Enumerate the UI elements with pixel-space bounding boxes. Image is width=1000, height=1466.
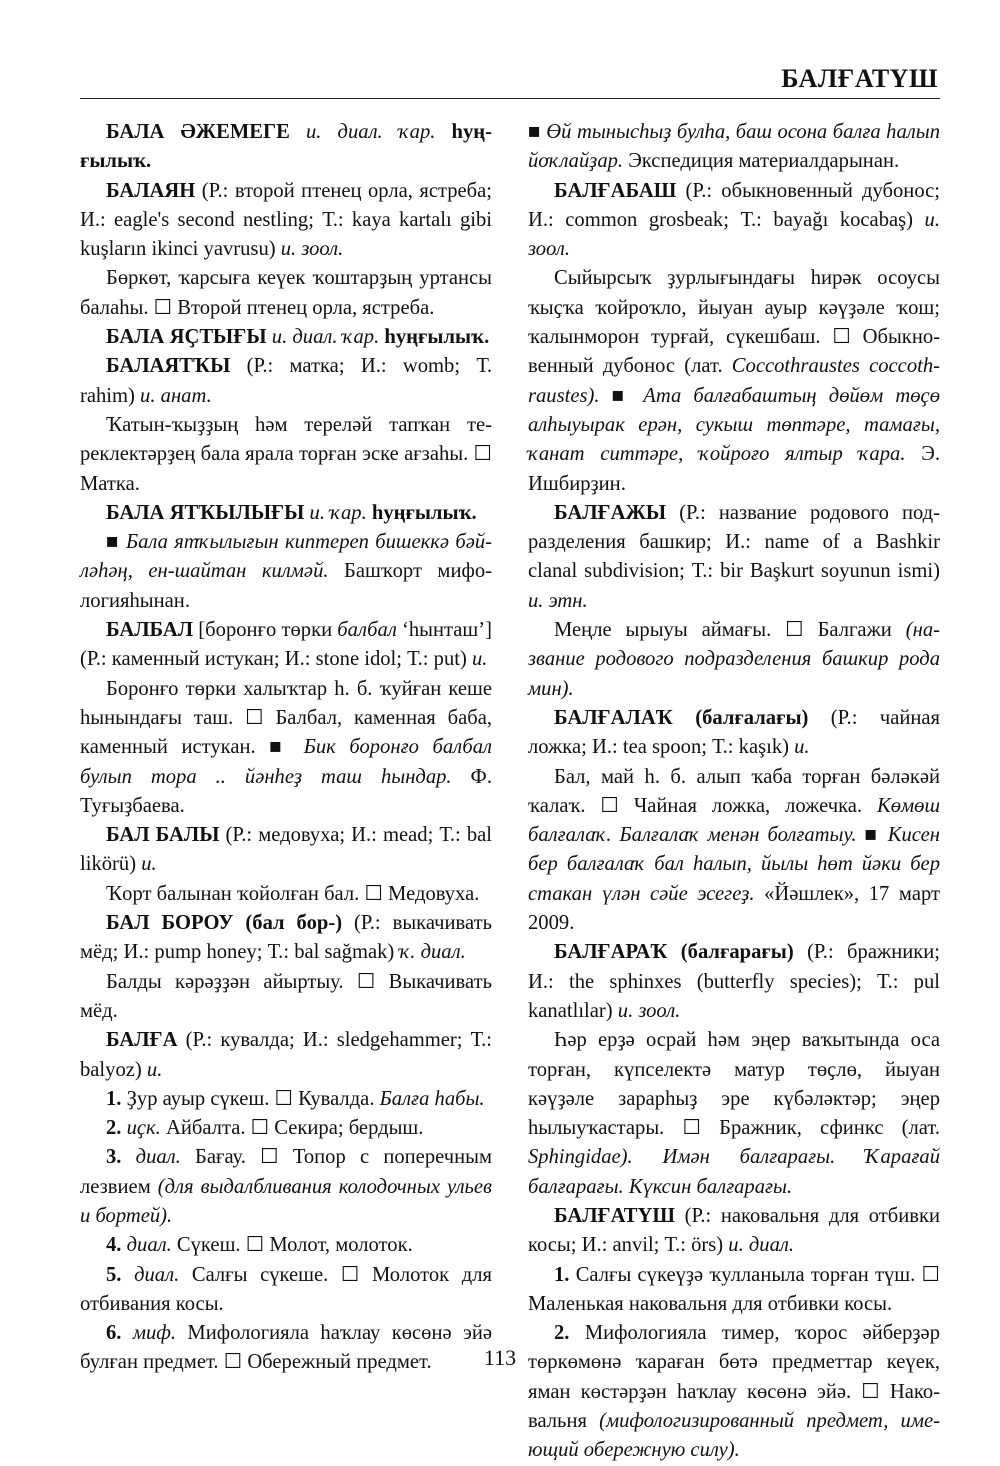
entry-text: ■ Бала ятҡылығын киптереп бишеккә бәйләһәң, ен-шайтан килмәй. Башҡорт мифологияһынан. [80, 531, 492, 612]
dictionary-entry [80, 616, 492, 675]
entry-paragraph [80, 264, 492, 323]
entry-text: и. диал. ҡар. һуңғылыҡ. [80, 121, 493, 173]
entry-text: (Р.: чайная ложка; И.: tea spoon; Т.: kaşık) и. [528, 706, 940, 759]
entry-paragraph [528, 763, 940, 939]
entry-text: Бал, май һ. б. алып ҡаба торған бәләкәй ҡалаҡ. ☐ Чайная ложка, ложечка. Көмөш балғалаҡ. Балғалаҡ менән болғатыу. ■ Кисен бер балғалаҡ бал һалып, йылы һөт йәки бер стакан үлән сәйе эсегеҙ. «Йәшлек», 17 март 2009. [528, 765, 940, 935]
entry-text: Ҡатын-ҡыҙҙың һәм тереләй тапҡан тереклектәрҙең бала ярала торған эске ағзаһы. ☐ Матка. [80, 413, 492, 495]
headword: БАЛА ЯҪТЫҒЫ [106, 326, 267, 349]
entry-text: (Р.: наковальня для отбивки косы; И.: anvil; Т.: örs) и. диал. [528, 1204, 940, 1257]
entry-text: Балды кәрәҙҙән айыртыу. ☐ Выкачивать мёд. [80, 970, 492, 1022]
dictionary-entry [80, 821, 492, 880]
headword: БАЛҒА [106, 1029, 178, 1052]
entry-text: Сыйырсыҡ ҙурлығындағы һирәк осоусы ҡыҫҡа ҡойроҡло, йыуан ауыр кәүҙәле ҡош; ҡалынморон турғай, сүкешбаш. ☐ Обыкновенный дубонос (лат. Coccothraustes coccothraustes). ■ Ата балғабаштың дөйөм төҫө алһыуырак ерән, сукыш төптәре, тамағы, ҡанат ситтәре, ҡойроғо ялтыр ҡара. Э. Ишбирҙин. [528, 267, 941, 495]
dictionary-entry [528, 499, 940, 616]
headword: БАЛАЯН [106, 179, 196, 202]
entry-text: (Р.: матка; И.: womb; Т. rahim) и. анат. [80, 355, 492, 407]
dictionary-entry [80, 1026, 492, 1085]
entry-text: Бөркөт, ҡарсыға кеүек ҡоштарҙың уртансы балаһы. ☐ Второй птенец орла, ястреба. [80, 267, 492, 319]
entry-text: 6. миф. Мифологияла һаҡлау көсөнә эйә булған предмет. ☐ Обережный предмет. [80, 1322, 492, 1374]
entry-paragraph [80, 1085, 492, 1114]
entry-paragraph [80, 1231, 492, 1260]
headword: БАЛАЯТҠЫ [106, 355, 231, 378]
entry-text: Һәр ерҙә осрай һәм эңер ваҡытында оса торған, күпселектә матур төҫлө, йыуан кәүҙәле зарарһыҙ эре күбәләктәр; эңер һылыуҡастары. ☐ Бражник, сфинкс (лат. Sphingidae). Имән балғарағы. Ҡарағай балғарағы. Күксин балғарағы. [528, 1029, 941, 1198]
dictionary-entry [528, 177, 940, 265]
right-column [528, 118, 940, 1466]
entry-text: Меңле ырыуы аймағы. ☐ Балгажи (название родового подразделения башкир рода мин). [528, 619, 940, 700]
entry-paragraph [528, 1261, 940, 1320]
entry-text: 5. диал. Салғы сүкеше. ☐ Молоток для отбивания косы. [80, 1263, 492, 1315]
entry-paragraph [80, 1261, 492, 1320]
entry-text: (Р.: кувалда; И.: sledgehammer; Т.: balyoz) и. [80, 1029, 492, 1081]
entry-text: 4. диал. Сүкеш. ☐ Молот, молоток. [106, 1234, 413, 1257]
entry-paragraph [80, 968, 492, 1027]
entry-text: (Р.: второй птенец орла, ястреба; И.: eagle's second nestling; Т.: kaya kartalı gibi kuşların ikinci yavrusu) и. зоол. [80, 179, 492, 261]
entry-text: 2. иҫк. Айбалта. ☐ Секира; бердыш. [106, 1117, 424, 1140]
entry-paragraph [80, 528, 492, 616]
running-head-title: БАЛҒАТҮШ [781, 64, 938, 93]
page-number: 113 [483, 1345, 517, 1370]
headword: БАЛҒАБАШ [554, 179, 677, 202]
dictionary-entry [80, 177, 492, 265]
dictionary-entry [80, 499, 492, 528]
entry-text: и. ҡар. һуңғылыҡ. [309, 501, 477, 524]
headword: БАЛҒАРАҠ (балғарағы) [554, 941, 794, 964]
running-head [80, 58, 940, 99]
entry-text: [боронғо төрки балбал ‘һынташ’] (Р.: каменный истукан; И.: stone idol; Т.: put) и. [80, 619, 492, 671]
entry-paragraph [80, 880, 492, 909]
dictionary-entry [80, 909, 492, 968]
entry-text: 2. Мифологияла тимер, ҡорос әйберҙәр төркөмөнә ҡараған бөтә предметтар кеүек, яман көстәрҙән һаҡлау көсөнә эйә. ☐ Наковальня (мифологизированный предмет, имеющий обережную силу). [528, 1322, 940, 1462]
entry-paragraph [80, 675, 492, 821]
entry-paragraph [80, 411, 492, 499]
entry-text: 3. диал. Бағау. ☐ Топор с поперечным лезвием (для выдалбливания колодочных ульев и бортей). [80, 1146, 492, 1227]
headword: БАЛҒАТҮШ [554, 1204, 675, 1227]
headword: БАЛҒАЖЫ [554, 501, 667, 524]
entry-text: 1. Салғы сүкеүҙә ҡулланыла торған түш. ☐ Маленькая наковальня для отбивки косы. [528, 1263, 940, 1315]
entry-text: и. диал. ҡар. һуңғылыҡ. [271, 326, 490, 349]
dictionary-entry [528, 938, 940, 1026]
entry-paragraph [528, 264, 940, 498]
entry-text: (Р.: обыкновенный дубонос; И.: common grosbeak; Т.: bayağı kocabaş) и. зоол. [528, 179, 940, 261]
dictionary-entry [80, 323, 492, 352]
entry-text: ■ Өй тынысһыҙ булһа, баш осона балға һалып йоҡлайҙар. Экспедиция материалдарынан. [528, 121, 940, 173]
entry-paragraph [528, 118, 940, 177]
entry-text: 1. Ҙур ауыр сүкеш. ☐ Кувалда. Балға һабы. [106, 1087, 485, 1110]
entry-text: (Р.: медовуха; И.: mead; Т.: bal likörü) и. [80, 824, 493, 876]
entry-paragraph [80, 1143, 492, 1231]
dictionary-entry [528, 704, 940, 763]
entry-text: (Р.: бражники; И.: the sphinxes (butterfly species); Т.: pul kanatlılar) и. зоол. [528, 941, 940, 1022]
entry-text: (Р.: название родового подразделения башкир; И.: name of a Bashkir clanal subdivision; Т.: bir Başkurt soyunun ismi) и. этн. [528, 501, 940, 612]
entry-paragraph [528, 1319, 940, 1465]
headword: БАЛБАЛ [106, 619, 194, 642]
entry-paragraph [528, 1026, 940, 1202]
entry-paragraph [80, 1114, 492, 1143]
entry-paragraph [528, 616, 940, 704]
dictionary-entry [80, 118, 492, 177]
left-column [80, 118, 492, 1378]
dictionary-entry [80, 352, 492, 411]
headword: БАЛА ӘЖЕМЕГЕ [106, 121, 290, 143]
headword: БАЛ БАЛЫ [106, 824, 220, 847]
entry-text: (Р.: выкачивать мёд; И.: pump honey; Т.: bal sağmak) ҡ. диал. [80, 912, 492, 964]
entry-text: Боронғо төрки халыҡтар һ. б. ҡуйған кеше һынындағы таш. ☐ Балбал, каменная баба, каменный истукан. ■ Бик боронғо балбал булып тора .. йәнһеҙ таш һындар. Ф. Туғыҙбаева. [80, 677, 493, 817]
dictionary-entry [528, 1202, 940, 1261]
headword: БАЛҒАЛАҠ (балғалағы) [554, 706, 809, 729]
headword: БАЛ БОРОУ (бал бор-) [106, 912, 343, 935]
headword: БАЛА ЯТҠЫЛЫҒЫ [106, 501, 305, 524]
entry-text: Ҡорт балынан ҡойолған бал. ☐ Медовуха. [106, 882, 480, 905]
